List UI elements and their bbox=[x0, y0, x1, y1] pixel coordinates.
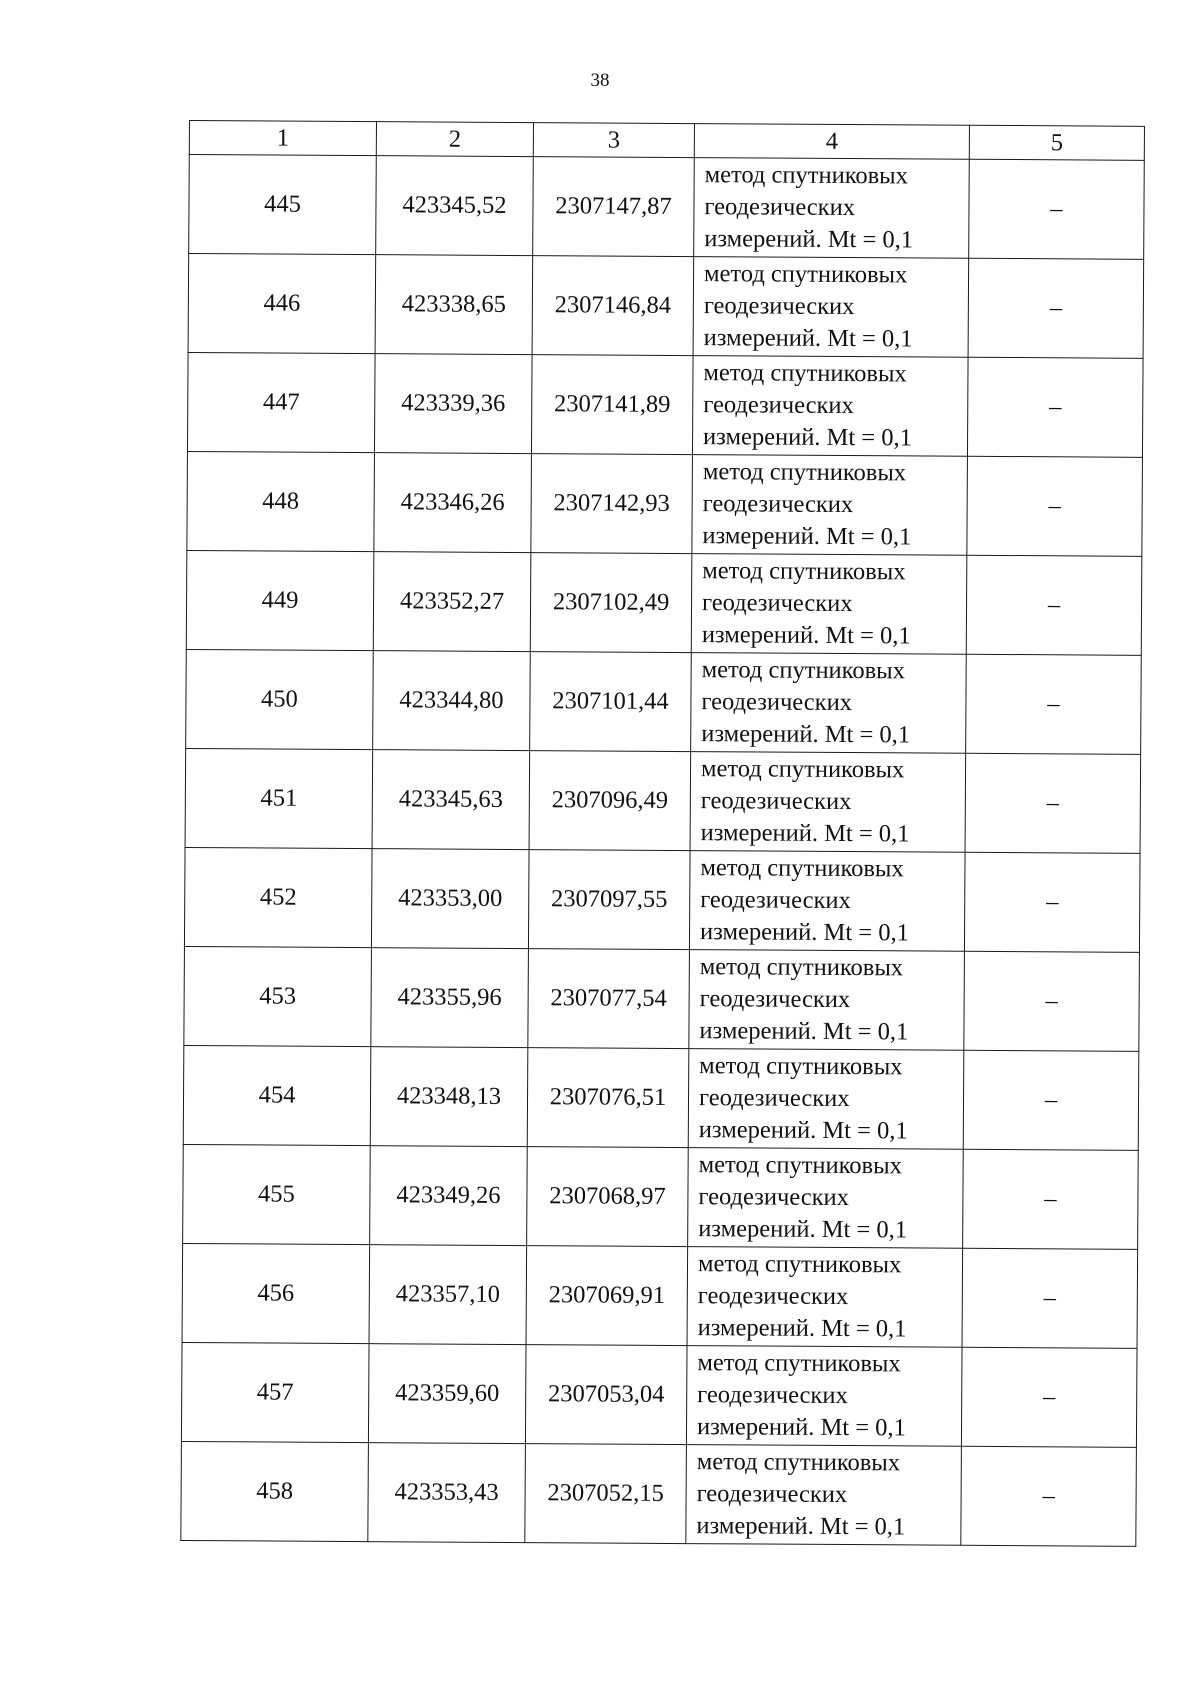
coordinates-table bbox=[180, 120, 1145, 1547]
point-number-cell: 450 bbox=[186, 649, 374, 749]
method-cell bbox=[686, 1346, 962, 1447]
x-coordinate-cell: 423339,36 bbox=[374, 354, 532, 454]
method-line: геодезических bbox=[698, 1084, 850, 1113]
method-line: метод спутниковых bbox=[701, 656, 905, 685]
method-cell bbox=[690, 752, 966, 853]
y-coordinate-cell: 2307101,44 bbox=[530, 652, 692, 752]
point-number-cell: 446 bbox=[188, 254, 376, 354]
method-line: геодезических bbox=[696, 1480, 848, 1509]
method-line: измерений. Mt = 0,1 bbox=[702, 522, 912, 551]
method-line: измерений. Mt = 0,1 bbox=[700, 819, 910, 848]
table-row bbox=[183, 1144, 1139, 1249]
method-cell bbox=[691, 554, 967, 655]
note-cell: – bbox=[962, 1248, 1138, 1348]
method-cell bbox=[689, 851, 965, 952]
method-line: метод спутниковых bbox=[696, 1448, 901, 1477]
y-coordinate-cell: 2307097,55 bbox=[528, 850, 690, 950]
method-line: метод спутниковых bbox=[699, 1052, 903, 1081]
y-coordinate-cell: 2307076,51 bbox=[527, 1048, 689, 1148]
note-cell: – bbox=[965, 753, 1141, 853]
method-cell bbox=[688, 1049, 964, 1150]
method-cell bbox=[686, 1445, 962, 1546]
table-row bbox=[182, 1243, 1138, 1348]
method-line: измерений. Mt = 0,1 bbox=[701, 720, 911, 749]
method-line: метод спутниковых bbox=[697, 1250, 902, 1279]
column-header-3: 3 bbox=[533, 123, 694, 158]
note-cell: – bbox=[961, 1446, 1137, 1546]
x-coordinate-cell: 423353,00 bbox=[371, 849, 529, 949]
method-line: геодезических bbox=[697, 1282, 849, 1311]
table-row bbox=[188, 254, 1144, 359]
page-number: 38 bbox=[590, 70, 610, 91]
note-cell: – bbox=[967, 456, 1143, 556]
table-row bbox=[189, 155, 1145, 260]
x-coordinate-cell: 423353,43 bbox=[368, 1443, 526, 1543]
point-number-cell: 445 bbox=[189, 155, 377, 255]
method-line: метод спутниковых bbox=[700, 755, 905, 784]
point-number-cell: 448 bbox=[187, 451, 375, 551]
method-line: геодезических bbox=[703, 292, 855, 321]
method-line: геодезических bbox=[697, 1381, 848, 1410]
point-number-cell: 454 bbox=[183, 1045, 371, 1145]
method-cell bbox=[687, 1247, 963, 1348]
y-coordinate-cell: 2307141,89 bbox=[531, 355, 693, 455]
column-header-1: 1 bbox=[189, 121, 376, 156]
point-number-cell: 458 bbox=[181, 1441, 369, 1541]
method-line: геодезических bbox=[698, 1183, 850, 1212]
method-line: измерений. Mt = 0,1 bbox=[698, 1215, 908, 1244]
point-number-cell: 456 bbox=[182, 1243, 370, 1343]
point-number-cell: 449 bbox=[186, 550, 374, 650]
point-number-cell: 447 bbox=[187, 352, 375, 452]
method-line: измерений. Mt = 0,1 bbox=[701, 621, 911, 650]
method-line: геодезических bbox=[704, 193, 856, 222]
method-line: измерений. Mt = 0,1 bbox=[699, 918, 909, 947]
point-number-cell: 457 bbox=[181, 1342, 369, 1442]
y-coordinate-cell: 2307142,93 bbox=[531, 454, 693, 554]
method-line: геодезических bbox=[699, 985, 851, 1014]
point-number-cell: 451 bbox=[185, 748, 373, 848]
table-row bbox=[181, 1342, 1137, 1447]
note-cell: – bbox=[961, 1347, 1137, 1447]
method-cell bbox=[694, 158, 970, 259]
method-line: измерений. Mt = 0,1 bbox=[696, 1413, 906, 1442]
table-header bbox=[189, 121, 1144, 161]
method-line: метод спутниковых bbox=[702, 557, 906, 586]
x-coordinate-cell: 423345,63 bbox=[372, 750, 530, 850]
method-line: измерений. Mt = 0,1 bbox=[698, 1116, 908, 1145]
table-row bbox=[187, 352, 1143, 457]
x-coordinate-cell: 423338,65 bbox=[375, 255, 533, 355]
method-cell bbox=[691, 653, 967, 754]
method-line: геодезических bbox=[701, 589, 853, 618]
y-coordinate-cell: 2307146,84 bbox=[532, 256, 694, 356]
x-coordinate-cell: 423346,26 bbox=[374, 453, 532, 553]
x-coordinate-cell: 423357,10 bbox=[369, 1245, 527, 1345]
table-row bbox=[187, 451, 1143, 556]
note-cell: – bbox=[966, 654, 1142, 754]
table-body bbox=[181, 155, 1144, 1547]
x-coordinate-cell: 423352,27 bbox=[373, 552, 531, 652]
method-line: метод спутниковых bbox=[697, 1349, 901, 1378]
x-coordinate-cell: 423344,80 bbox=[373, 651, 531, 751]
y-coordinate-cell: 2307096,49 bbox=[529, 751, 691, 851]
method-line: измерений. Mt = 0,1 bbox=[702, 423, 912, 452]
table-row bbox=[184, 847, 1140, 952]
method-cell bbox=[692, 455, 968, 556]
point-number-cell: 455 bbox=[183, 1144, 371, 1244]
y-coordinate-cell: 2307102,49 bbox=[530, 553, 692, 653]
table-row bbox=[184, 946, 1140, 1051]
method-line: геодезических bbox=[700, 886, 851, 915]
y-coordinate-cell: 2307077,54 bbox=[528, 949, 690, 1049]
note-cell: – bbox=[963, 1050, 1139, 1150]
method-line: метод спутниковых bbox=[704, 161, 909, 190]
method-line: метод спутниковых bbox=[700, 854, 904, 883]
y-coordinate-cell: 2307069,91 bbox=[526, 1246, 688, 1346]
method-line: геодезических bbox=[700, 787, 852, 816]
note-cell: – bbox=[963, 1149, 1139, 1249]
y-coordinate-cell: 2307052,15 bbox=[525, 1444, 687, 1544]
method-line: измерений. Mt = 0,1 bbox=[696, 1512, 906, 1541]
table-row bbox=[185, 748, 1141, 853]
method-cell bbox=[688, 1148, 964, 1249]
point-number-cell: 453 bbox=[184, 946, 372, 1046]
method-line: метод спутниковых bbox=[702, 458, 907, 487]
column-header-5: 5 bbox=[969, 125, 1144, 160]
method-line: измерений. Mt = 0,1 bbox=[697, 1314, 907, 1343]
method-line: геодезических bbox=[703, 391, 854, 420]
column-header-4: 4 bbox=[694, 124, 969, 160]
y-coordinate-cell: 2307147,87 bbox=[533, 157, 695, 257]
y-coordinate-cell: 2307068,97 bbox=[527, 1147, 689, 1247]
note-cell: – bbox=[964, 951, 1140, 1051]
method-line: измерений. Mt = 0,1 bbox=[704, 225, 914, 254]
method-line: измерений. Mt = 0,1 bbox=[699, 1017, 909, 1046]
table-row bbox=[186, 649, 1142, 754]
y-coordinate-cell: 2307053,04 bbox=[525, 1345, 687, 1445]
note-cell: – bbox=[969, 159, 1145, 259]
x-coordinate-cell: 423348,13 bbox=[370, 1047, 528, 1147]
point-number-cell: 452 bbox=[184, 847, 372, 947]
x-coordinate-cell: 423359,60 bbox=[368, 1344, 526, 1444]
x-coordinate-cell: 423355,96 bbox=[371, 948, 529, 1048]
note-cell: – bbox=[968, 258, 1144, 358]
note-cell: – bbox=[964, 852, 1140, 952]
note-cell: – bbox=[966, 555, 1142, 655]
method-line: метод спутниковых bbox=[698, 1151, 902, 1180]
table-row bbox=[183, 1045, 1139, 1150]
method-cell bbox=[693, 257, 969, 358]
method-line: метод спутниковых bbox=[703, 359, 907, 388]
note-cell: – bbox=[967, 357, 1143, 457]
method-line: геодезических bbox=[701, 688, 853, 717]
table-row bbox=[186, 550, 1142, 655]
x-coordinate-cell: 423345,52 bbox=[376, 156, 534, 256]
method-line: метод спутниковых bbox=[703, 260, 908, 289]
column-header-2: 2 bbox=[376, 122, 533, 157]
x-coordinate-cell: 423349,26 bbox=[370, 1146, 528, 1246]
header-row bbox=[189, 121, 1144, 161]
method-cell bbox=[692, 356, 968, 457]
table-row bbox=[181, 1441, 1137, 1546]
method-line: измерений. Mt = 0,1 bbox=[703, 324, 913, 353]
method-cell bbox=[689, 950, 965, 1051]
method-line: геодезических bbox=[702, 490, 854, 519]
method-line: метод спутниковых bbox=[699, 953, 904, 982]
